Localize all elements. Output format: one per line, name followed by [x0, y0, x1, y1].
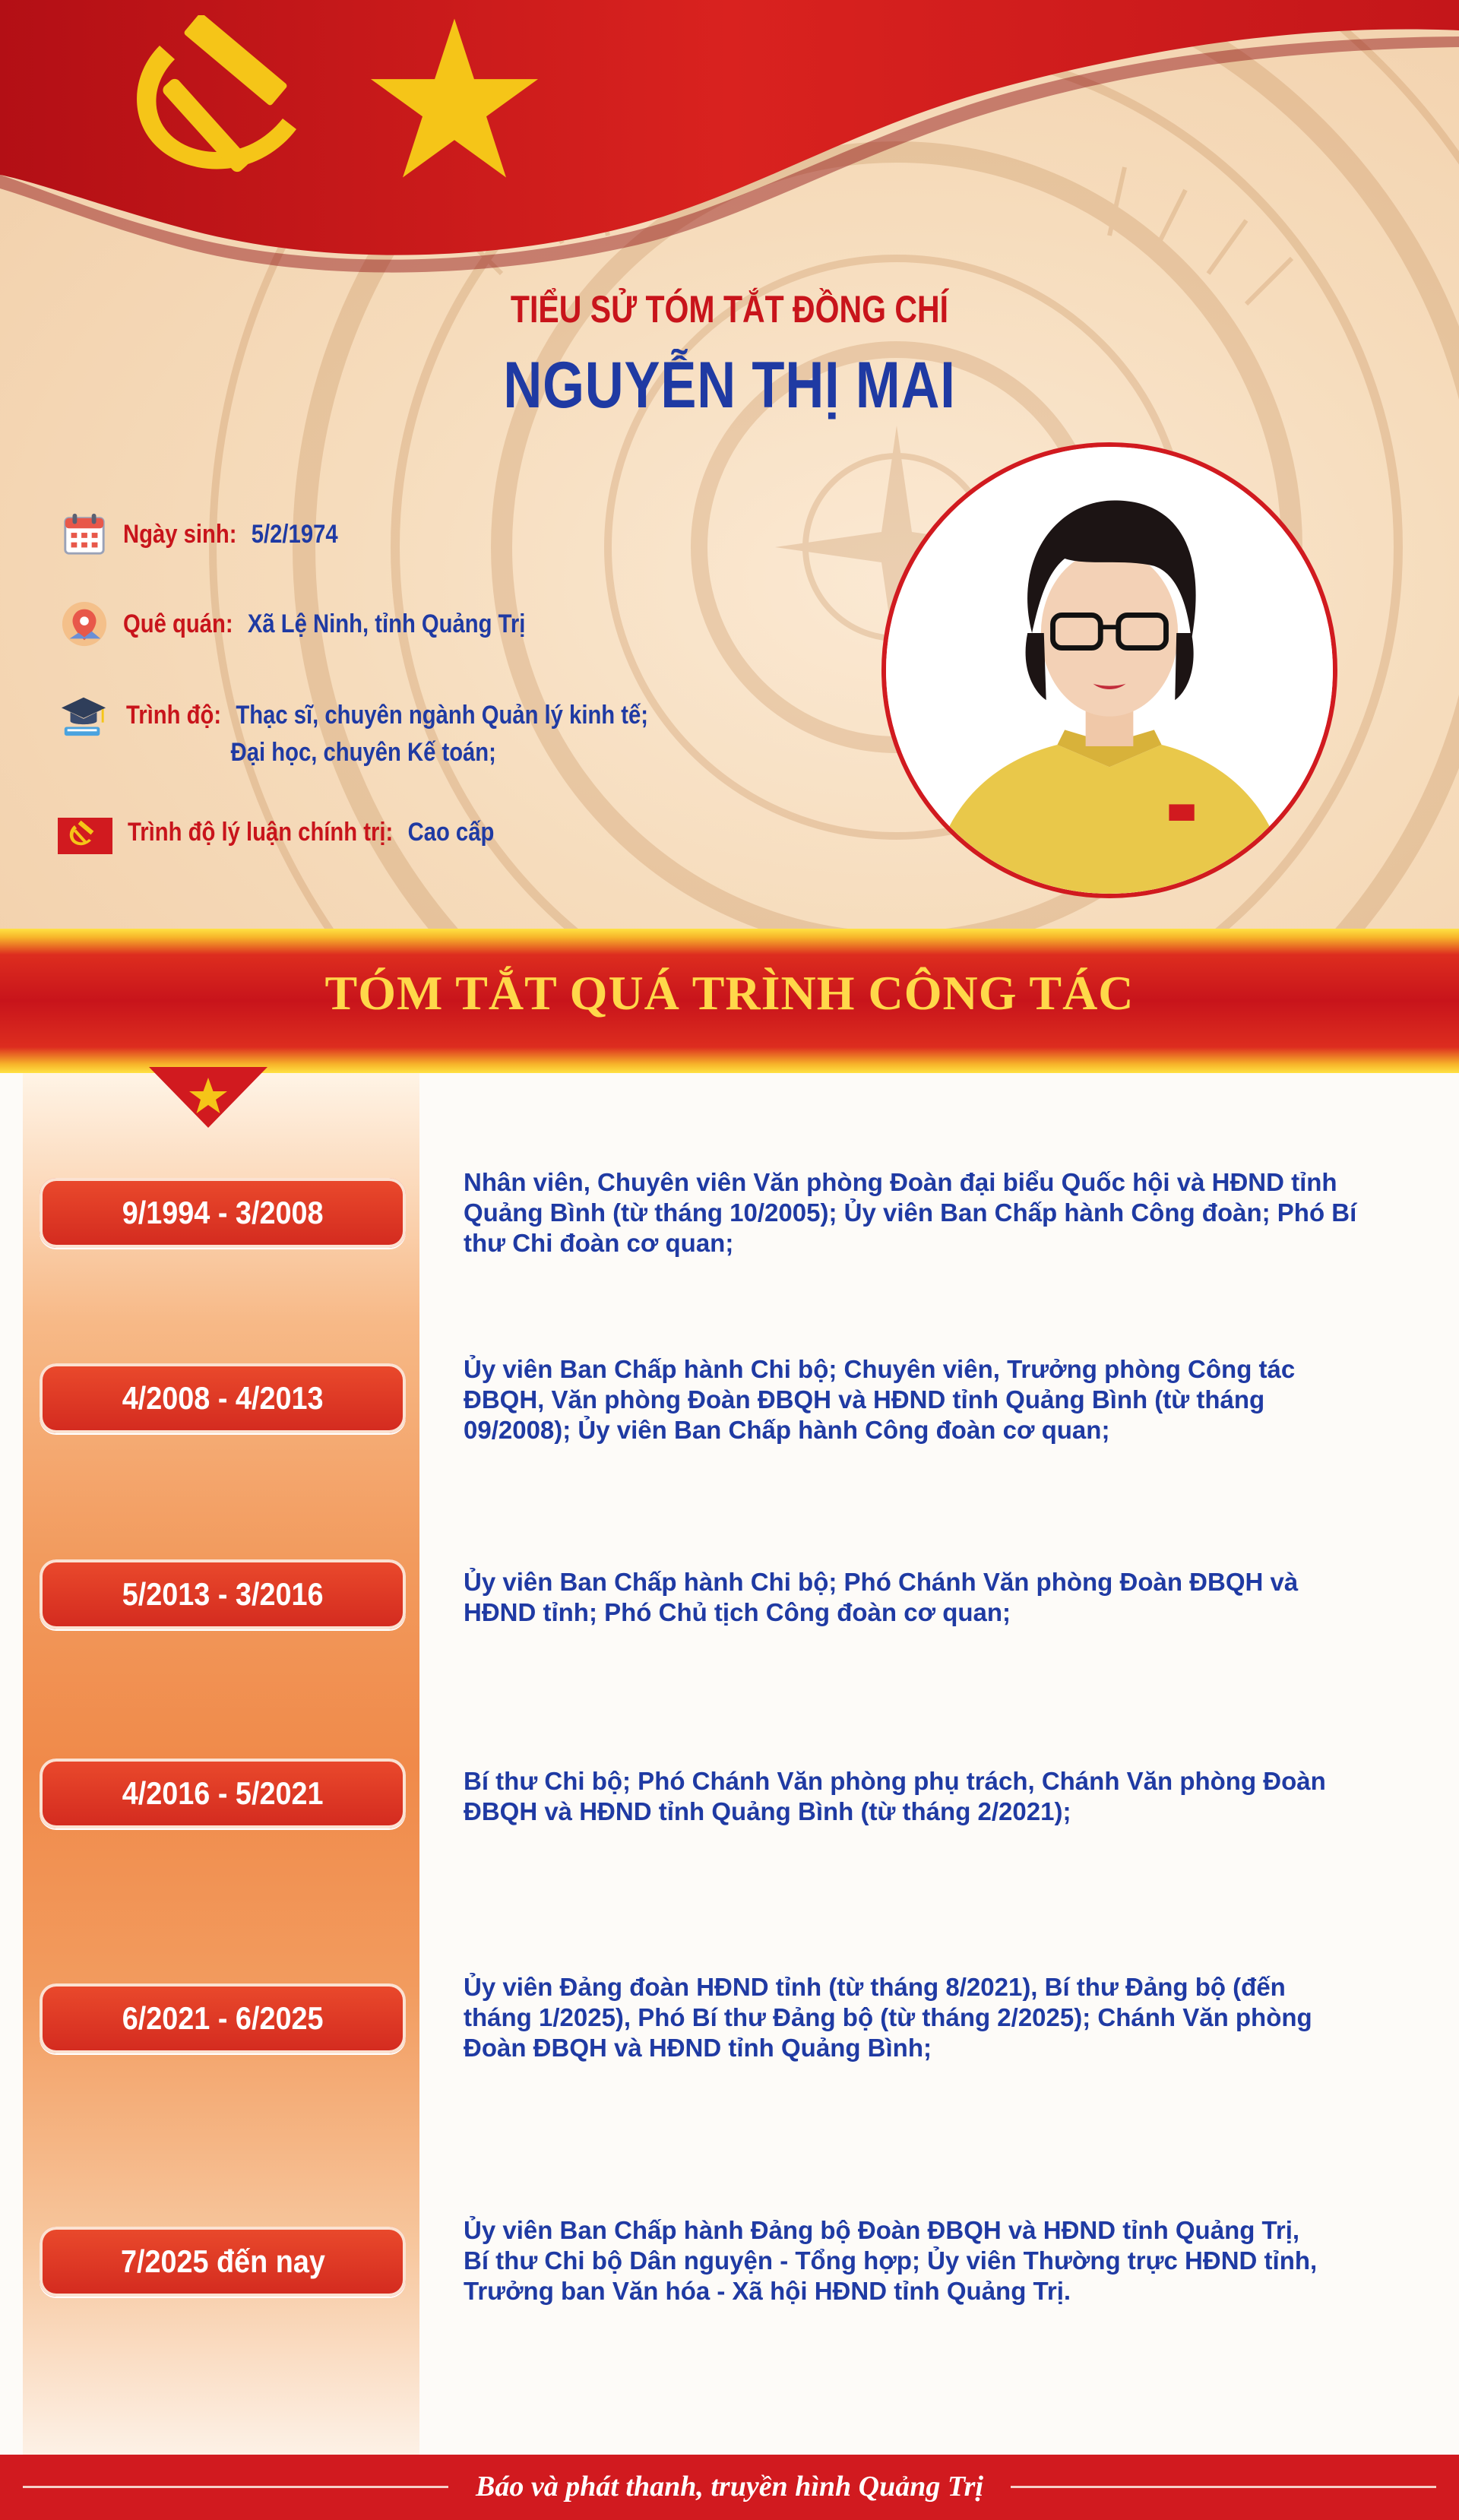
timeline-description: Ủy viên Ban Chấp hành Chi bộ; Chuyên viên, Trưởng phòng Công tác ĐBQH, Văn phòng Đoàn ĐBQH và HĐND tỉnh Quảng Bình (từ tháng 09/2008); Ủy viên Ban Chấp hành Công đoàn cơ quan; — [464, 1355, 1296, 1444]
timeline-description: Ủy viên Ban Chấp hành Chi bộ; Phó Chánh Văn phòng Đoàn ĐBQH và HĐND tỉnh; Phó Chủ tịch Công đoàn cơ quan; — [464, 1568, 1299, 1626]
graduation-cap-icon — [56, 692, 111, 739]
education-label: Trình độ: — [126, 701, 222, 730]
footer-text: Báo và phát thanh, truyền hình Quảng Trị — [475, 2471, 984, 2503]
party-flag-icon — [58, 818, 112, 854]
birth-row — [61, 511, 373, 558]
timeline-description: Ủy viên Ban Chấp hành Đảng bộ Đoàn ĐBQH và HĐND tỉnh Quảng Trị, Bí thư Chi bộ Dân nguyện - Tổng hợp; Ủy viên Thường trực HĐND tỉnh, Trưởng ban Văn hóa - Xã hội HĐND tỉnh Quảng Trị. — [464, 2216, 1318, 2305]
education-value-1: Thạc sĩ, chuyên ngành Quản lý kinh tế; — [236, 701, 649, 730]
star-tab — [149, 1067, 267, 1128]
calendar-icon — [61, 511, 108, 558]
star-icon — [371, 18, 538, 178]
political-row — [58, 818, 554, 854]
education-row — [56, 692, 733, 768]
birth-label: Ngày sinh: — [123, 520, 237, 549]
timeline-period: 6/2021 - 6/2025 — [40, 1983, 406, 2053]
map-pin-icon — [61, 600, 108, 647]
footer — [0, 2455, 1459, 2520]
section-title: TÓM TẮT QUÁ TRÌNH CÔNG TÁC — [324, 966, 1135, 1020]
timeline-description: Ủy viên Đảng đoàn HĐND tỉnh (từ tháng 8/2021), Bí thư Đảng bộ (đến tháng 1/2025), Phó Bí thư Đảng bộ (từ tháng 2/2025); Chánh Văn phòng Đoàn ĐBQH và HĐND tỉnh Quảng Bình; — [464, 1973, 1312, 2062]
timeline — [0, 1073, 1459, 2455]
political-label: Trình độ lý luận chính trị: — [128, 818, 394, 847]
portrait-image — [886, 447, 1333, 894]
timeline-period: 4/2008 - 4/2013 — [40, 1363, 406, 1433]
birth-value: 5/2/1974 — [251, 520, 338, 549]
timeline-period: 7/2025 đến nay — [40, 2227, 406, 2297]
person-name: NGUYỄN THỊ MAI — [503, 349, 956, 422]
hero-section — [0, 0, 1459, 936]
education-value-2: Đại học, chuyên Kế toán; — [230, 738, 496, 767]
political-value: Cao cấp — [407, 818, 495, 847]
hometown-row — [61, 600, 591, 647]
portrait — [881, 442, 1337, 898]
timeline-description: Bí thư Chi bộ; Phó Chánh Văn phòng phụ trách, Chánh Văn phòng Đoàn ĐBQH và HĐND tỉnh Quảng Bình (từ tháng 2/2021); — [464, 1767, 1326, 1825]
timeline-description: Nhân viên, Chuyên viên Văn phòng Đoàn đại biểu Quốc hội và HĐND tỉnh Quảng Bình (từ tháng 10/2005); Ủy viên Ban Chấp hành Công đoàn; Phó Bí thư Chi đoàn cơ quan; — [464, 1168, 1357, 1257]
hometown-value: Xã Lệ Ninh, tỉnh Quảng Trị — [247, 609, 526, 638]
timeline-period: 4/2016 - 5/2021 — [40, 1759, 406, 1828]
timeline-period: 9/1994 - 3/2008 — [40, 1178, 406, 1248]
page-subtitle: TIỂU SỬ TÓM TẮT ĐỒNG CHÍ — [510, 288, 949, 331]
hammer-sickle-icon — [106, 15, 312, 190]
timeline-period: 5/2013 - 3/2016 — [40, 1559, 406, 1629]
hometown-label: Quê quán: — [123, 609, 233, 638]
